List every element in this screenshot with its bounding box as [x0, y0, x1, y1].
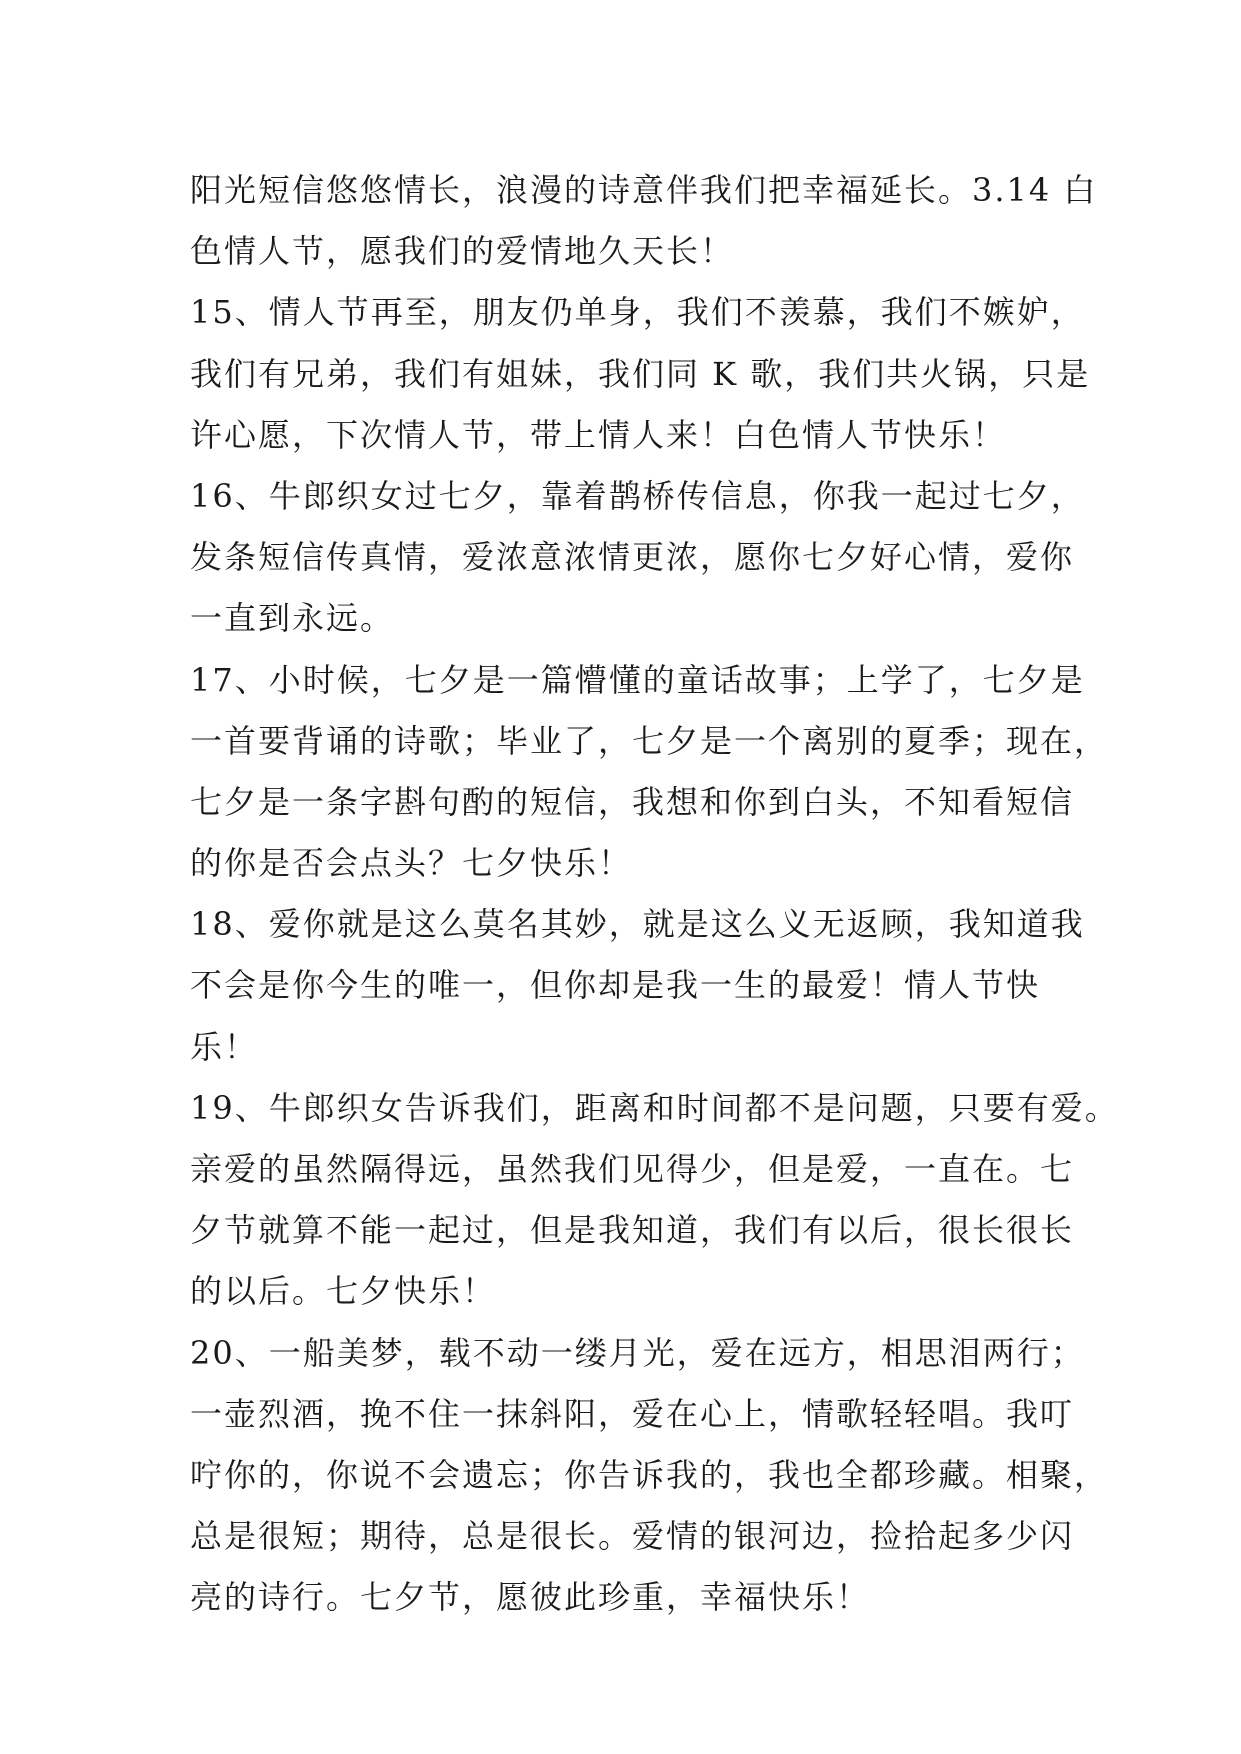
text-line: 一首要背诵的诗歌；毕业了，七夕是一个离别的夏季；现在， [190, 721, 1109, 760]
text-line: 的你是否会点头？七夕快乐！ [190, 844, 633, 883]
text-line: 咛你的，你说不会遗忘；你告诉我的，我也全都珍藏。相聚， [190, 1455, 1109, 1494]
text-line: 总是很短；期待，总是很长。爱情的银河边，捡拾起多少闪 [190, 1517, 1075, 1556]
text-line: 乐！ [190, 1027, 259, 1066]
text-line: 七夕是一条字斟句酌的短信，我想和你到白头，不知看短信 [190, 782, 1075, 821]
document-body [190, 160, 1119, 1629]
text-line: 19、牛郎织女告诉我们，距离和时间都不是问题，只要有爱。 [190, 1088, 1119, 1127]
text-line: 不会是你今生的唯一，但你却是我一生的最爱！情人节快 [190, 966, 1041, 1005]
text-line: 色情人节，愿我们的爱情地久天长！ [190, 232, 735, 271]
text-line: 一壶烈酒，挽不住一抹斜阳，爱在心上，情歌轻轻唱。我叮 [190, 1394, 1075, 1433]
text-line: 17、小时候，七夕是一篇懵懂的童话故事；上学了，七夕是 [190, 660, 1085, 699]
text-line: 18、爱你就是这么莫名其妙，就是这么义无返顾，我知道我 [190, 905, 1085, 944]
text-line: 亲爱的虽然隔得远，虽然我们见得少，但是爱，一直在。七 [190, 1150, 1075, 1188]
text-line: 16、牛郎织女过七夕，靠着鹊桥传信息，你我一起过七夕， [190, 476, 1085, 515]
text-line: 的以后。七夕快乐！ [190, 1272, 497, 1311]
text-line: 15、情人节再至，朋友仍单身，我们不羡慕，我们不嫉妒， [190, 293, 1085, 332]
text-line: 我们有兄弟，我们有姐妹，我们同 K 歌，我们共火锅，只是 [190, 354, 1091, 393]
text-line: 发条短信传真情，爱浓意浓情更浓，愿你七夕好心情，爱你 [190, 538, 1075, 577]
text-line: 许心愿，下次情人节，带上情人来！白色情人节快乐！ [190, 415, 1007, 454]
text-line: 夕节就算不能一起过，但是我知道，我们有以后，很长很长 [190, 1211, 1075, 1250]
text-line: 阳光短信悠悠情长，浪漫的诗意伴我们把幸福延长。3.14 白 [190, 171, 1098, 209]
text-line: 20、一船美梦，载不动一缕月光，爱在远方，相思泪两行； [190, 1333, 1085, 1372]
text-line: 一直到永远。 [190, 599, 395, 638]
text-line: 亮的诗行。七夕节，愿彼此珍重，幸福快乐！ [190, 1578, 871, 1617]
